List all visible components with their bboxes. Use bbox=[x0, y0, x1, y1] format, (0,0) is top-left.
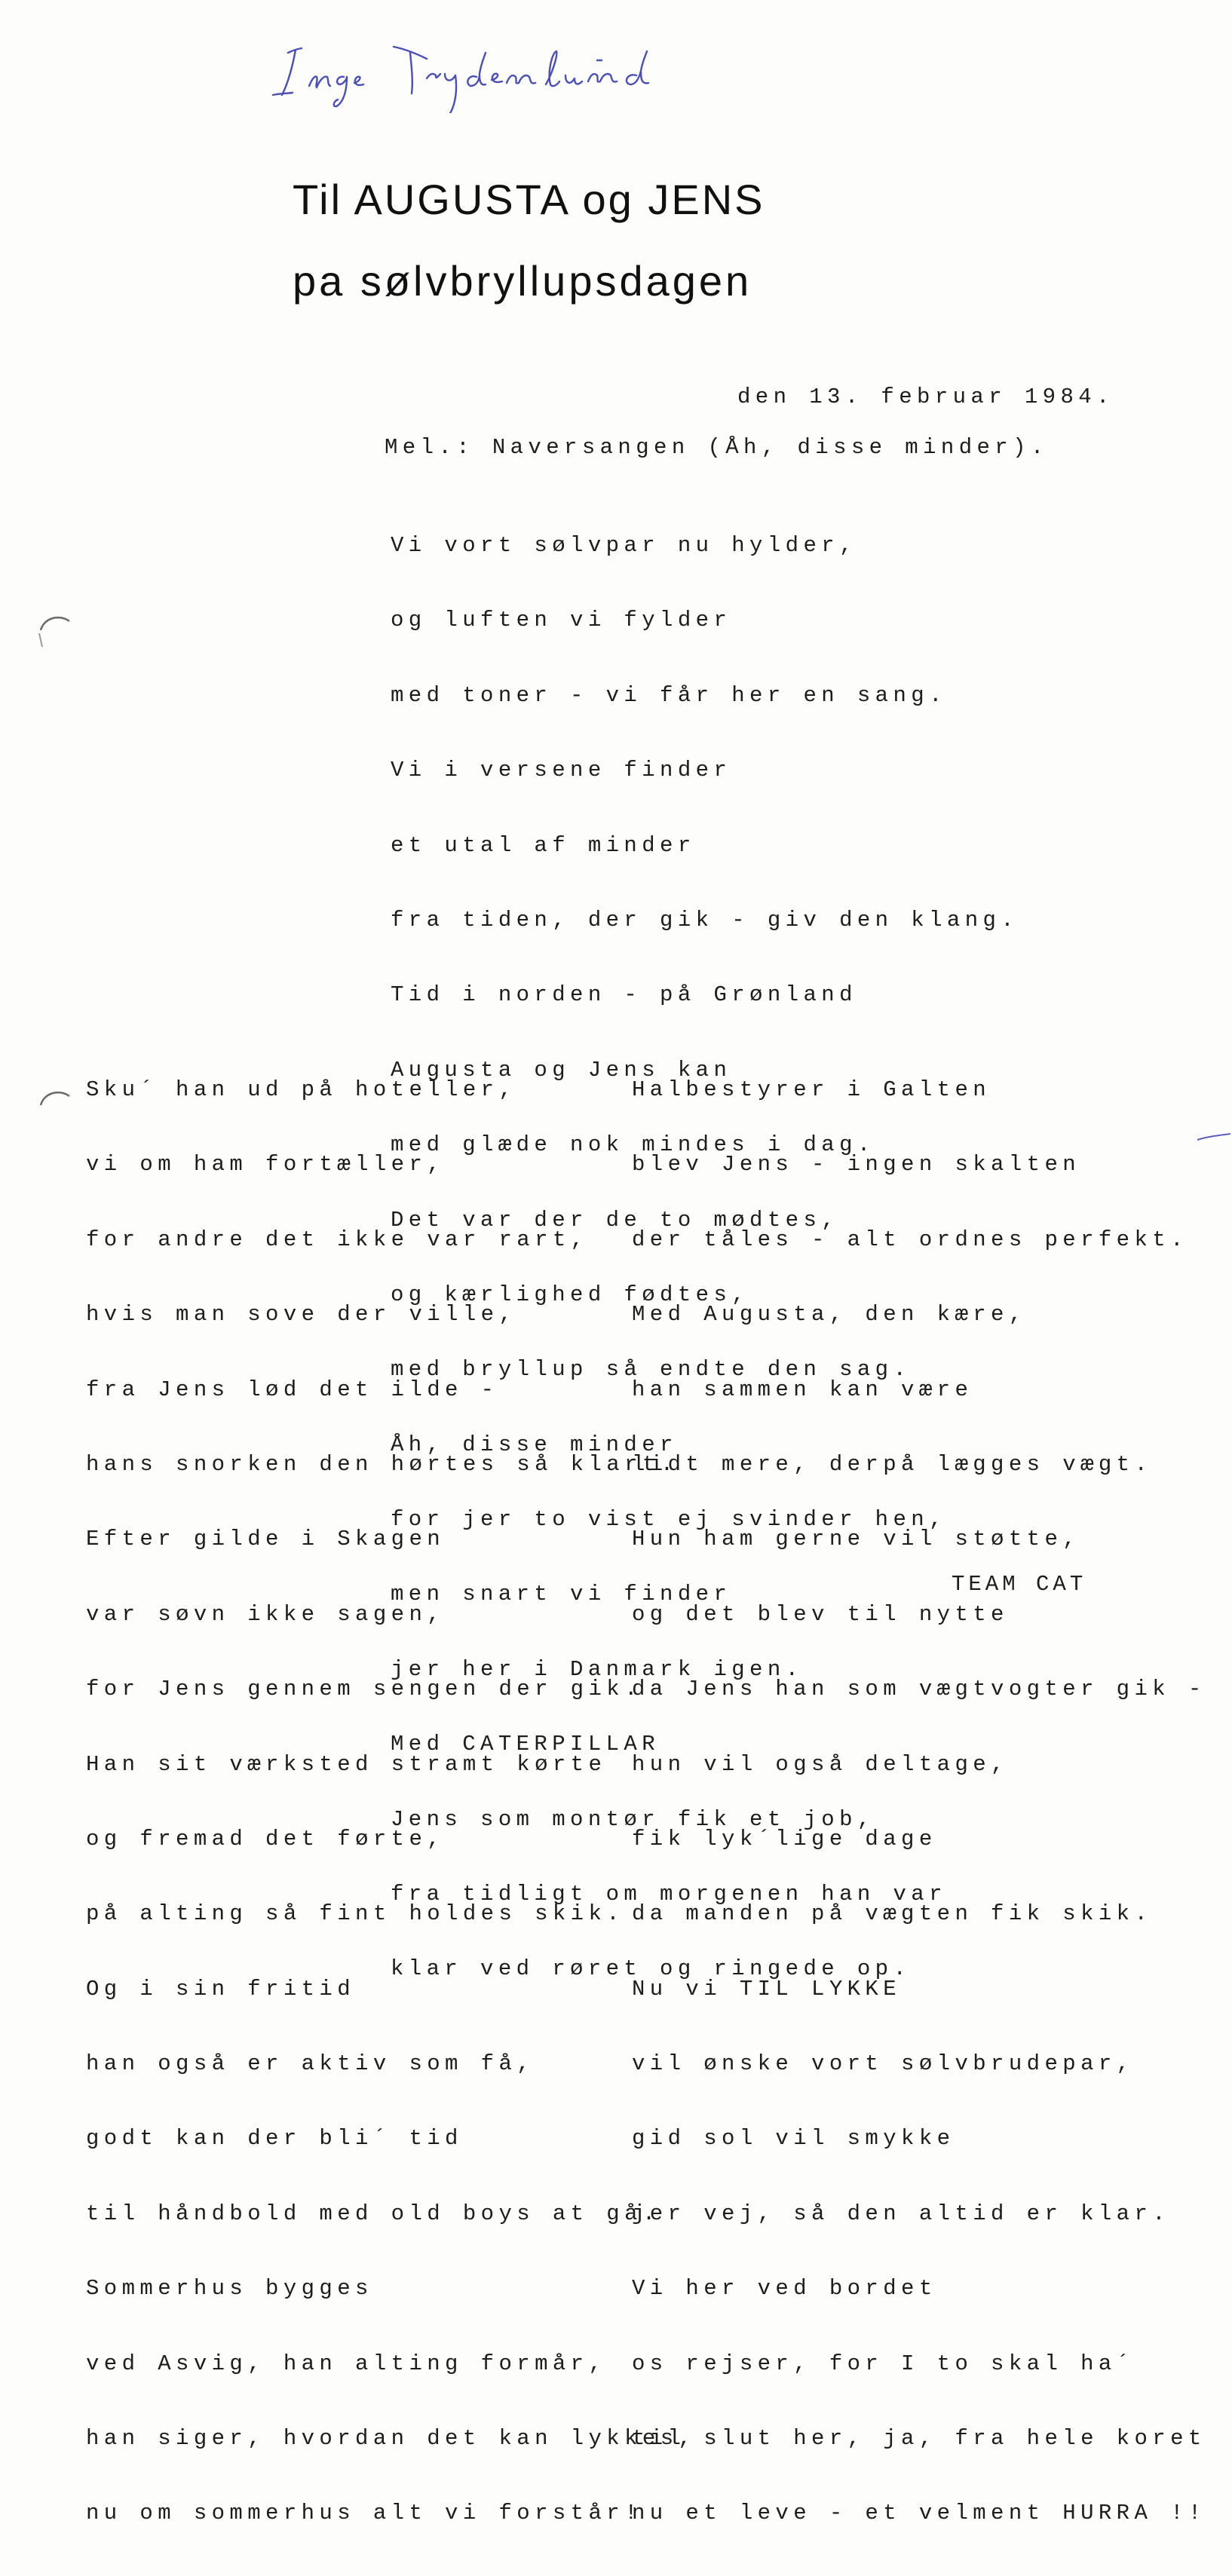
verse-line: der tåles - alt ordnes perfekt. bbox=[632, 1227, 1188, 1252]
verse-line: Tid i norden - på Grønland bbox=[391, 982, 857, 1008]
verse-line: Vi her ved bordet bbox=[632, 2276, 937, 2302]
verse-line: med toner - vi får her en sang. bbox=[391, 682, 947, 708]
verse-line: da manden på vægten fik skik. bbox=[632, 1901, 1153, 1927]
verse-line: hans snorken den hørtes så klart. bbox=[86, 1451, 679, 1477]
verse-line: Sommerhus bygges bbox=[86, 2276, 373, 2302]
verse-line: Halbestyrer i Galten bbox=[632, 1077, 991, 1102]
verse-line: hvis man sove der ville, bbox=[86, 1302, 517, 1328]
verse-line: fra tidligt om morgenen han var bbox=[391, 1882, 947, 1907]
verse-line: Jens som montør fik et job, bbox=[391, 1806, 875, 1832]
verse-line: var søvn ikke sagen, bbox=[86, 1601, 446, 1627]
date-line: den 13. februar 1984. bbox=[737, 384, 1114, 409]
verse-line: han siger, hvordan det kan lykkes, bbox=[86, 2426, 697, 2452]
verse-line: men snart vi finder bbox=[391, 1582, 732, 1607]
verse-line: fra Jens lød det ilde - bbox=[86, 1377, 499, 1402]
verse-line: og fremad det førte, bbox=[86, 1826, 446, 1852]
verse-line: nu om sommerhus alt vi forstår! bbox=[86, 2501, 642, 2526]
handwritten-signature bbox=[265, 30, 733, 113]
verse-line: vi om ham fortæller, bbox=[86, 1152, 446, 1178]
melody-line: Mel.: Naversangen (Åh, disse minder). bbox=[385, 435, 1049, 460]
verse-line: Vi vort sølvpar nu hylder, bbox=[391, 533, 857, 558]
verse-right-column bbox=[632, 1028, 1206, 2576]
verse-line: jer her i Danmark igen. bbox=[391, 1656, 804, 1682]
verse-line: for jer to vist ej svinder hen, bbox=[391, 1507, 947, 1533]
verse-line: gid sol vil smykke bbox=[632, 2126, 955, 2152]
verse-line: godt kan der bli´ tid bbox=[86, 2126, 463, 2152]
verse-line: os rejser, for I to skal ha´ bbox=[632, 2351, 1135, 2376]
verse-line: hun vil også deltage, bbox=[632, 1751, 1009, 1777]
signoff: TEAM CAT bbox=[952, 1572, 1087, 1597]
verse-line: ved Asvig, han alting formår, bbox=[86, 2351, 607, 2376]
verse-line: fik lyk´lige dage bbox=[632, 1826, 937, 1852]
verse-line: til slut her, ja, fra hele koret bbox=[632, 2426, 1206, 2452]
verse-line: Nu vi TIL LYKKE bbox=[632, 1976, 902, 2002]
title-line-2: pa sølvbryllupsdagen bbox=[293, 257, 752, 305]
verse-line: Vi i versene finder bbox=[391, 758, 732, 783]
verse-line: klar ved røret og ringede op. bbox=[391, 1956, 912, 1982]
verse-line: Augusta og Jens kan bbox=[391, 1057, 732, 1083]
verse-line: på alting så fint holdes skik. bbox=[86, 1901, 625, 1927]
verse-line: Sku´ han ud på hoteller, bbox=[86, 1077, 517, 1102]
verse-line: med bryllup så endte den sag. bbox=[391, 1357, 912, 1383]
pen-stroke-mark bbox=[1196, 1131, 1232, 1146]
verse-line: jer vej, så den altid er klar. bbox=[632, 2201, 1171, 2226]
verse-left-column bbox=[86, 1028, 696, 2576]
verse-line: Efter gilde i Skagen bbox=[86, 1527, 446, 1552]
verse-line: med glæde nok mindes i dag. bbox=[391, 1132, 875, 1158]
verse-line: et utal af minder bbox=[391, 832, 696, 858]
verse-line: Med CATERPILLAR bbox=[391, 1732, 660, 1757]
verse-line: Åh, disse minder bbox=[391, 1432, 678, 1457]
verse-line: han også er aktiv som få, bbox=[86, 2051, 535, 2077]
verse-line: Og i sin fritid bbox=[86, 1976, 356, 2002]
verse-line: vil ønske vort sølvbrudepar, bbox=[632, 2051, 1135, 2077]
verse-line: og luften vi fylder bbox=[391, 608, 732, 633]
verse-line: Med Augusta, den kære, bbox=[632, 1302, 1027, 1328]
verse-line: lidt mere, derpå lægges vægt. bbox=[632, 1451, 1153, 1477]
verse-line: han sammen kan være bbox=[632, 1377, 973, 1402]
punch-hole-mark bbox=[33, 603, 78, 656]
verse-line: til håndbold med old boys at gå. bbox=[86, 2201, 660, 2226]
verse-line: da Jens han som vægtvogter gik - bbox=[632, 1677, 1206, 1702]
verse-line: for Jens gennem sengen der gik. bbox=[86, 1677, 642, 1702]
punch-hole-mark bbox=[33, 1078, 78, 1131]
verse-line: Det var der de to mødtes, bbox=[391, 1207, 840, 1233]
verse-line: og kærlighed fødtes, bbox=[391, 1282, 750, 1307]
verse-line: for andre det ikke var rart, bbox=[86, 1227, 589, 1252]
verse-line: nu et leve - et velment HURRA !! bbox=[632, 2501, 1206, 2526]
verse-line: Han sit værksted stramt kørte bbox=[86, 1751, 607, 1777]
verse-line: fra tiden, der gik - giv den klang. bbox=[391, 907, 1019, 933]
verse-line: og det blev til nytte bbox=[632, 1601, 1009, 1627]
title-line-1: Til AUGUSTA og JENS bbox=[293, 176, 765, 223]
verse-line: blev Jens - ingen skalten bbox=[632, 1152, 1081, 1178]
verse-line: Hun ham gerne vil støtte, bbox=[632, 1527, 1081, 1552]
